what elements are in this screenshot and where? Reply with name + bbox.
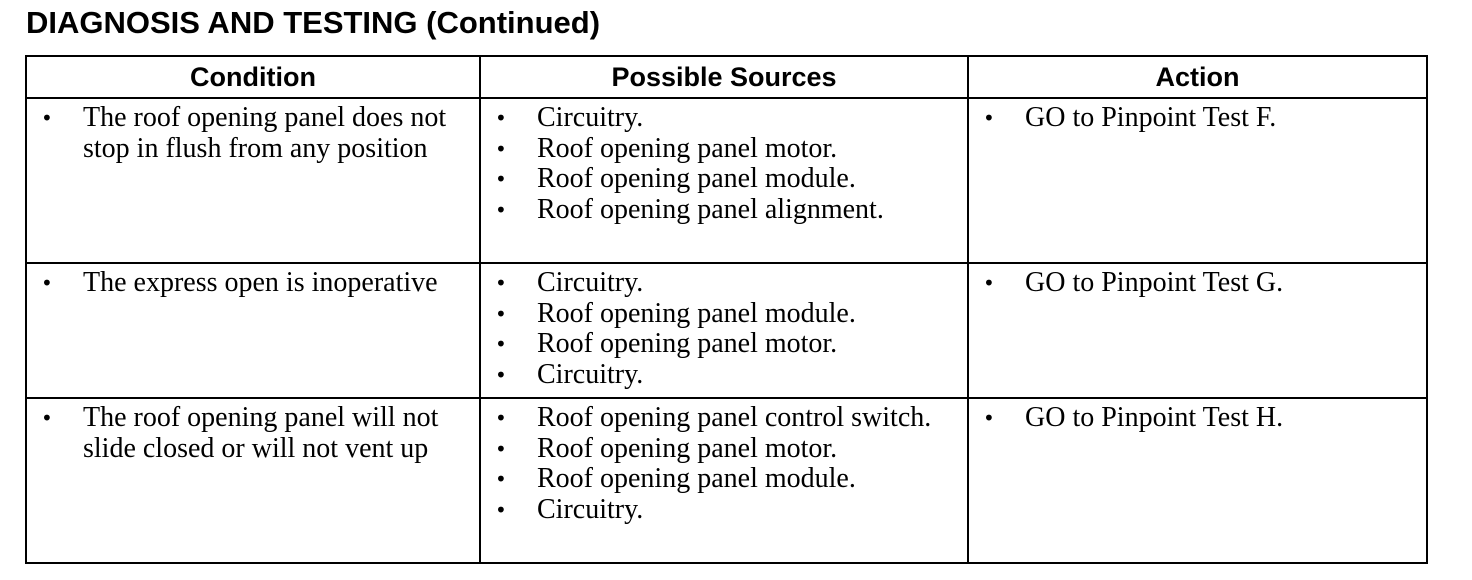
sources-list (481, 268, 967, 390)
action-list (969, 403, 1426, 434)
condition-cell (26, 98, 480, 263)
list-item: • The roof opening panel will not slide closed or will not vent up (27, 403, 479, 464)
list-item: • GO to Pinpoint Test H. (969, 403, 1426, 434)
list-item: • Roof opening panel module. (481, 464, 967, 495)
list-item: • Circuitry. (481, 495, 967, 526)
header-action: Action (968, 56, 1427, 98)
condition-list (27, 268, 479, 299)
list-item: • Roof opening panel module. (481, 164, 967, 195)
table-row (26, 98, 1427, 263)
header-possible-sources: Possible Sources (480, 56, 968, 98)
diagnosis-table (25, 55, 1428, 564)
list-item: • Roof opening panel module. (481, 299, 967, 330)
list-item: • Circuitry. (481, 360, 967, 391)
list-item: • GO to Pinpoint Test F. (969, 103, 1426, 134)
list-item: • Roof opening panel motor. (481, 434, 967, 465)
action-cell (968, 98, 1427, 263)
list-item: • Roof opening panel motor. (481, 134, 967, 165)
list-item: • Circuitry. (481, 268, 967, 299)
list-item: • The roof opening panel does not stop in flush from any position (27, 103, 479, 164)
list-item: • Roof opening panel alignment. (481, 195, 967, 226)
list-item: • GO to Pinpoint Test G. (969, 268, 1426, 299)
condition-list (27, 403, 479, 464)
condition-cell (26, 398, 480, 563)
action-cell (968, 398, 1427, 563)
sources-list (481, 403, 967, 525)
condition-cell (26, 263, 480, 398)
action-list (969, 268, 1426, 299)
sources-cell (480, 398, 968, 563)
table-header-row (26, 56, 1427, 98)
list-item: • Circuitry. (481, 103, 967, 134)
sources-cell (480, 98, 968, 263)
list-item: • Roof opening panel motor. (481, 329, 967, 360)
condition-list (27, 103, 479, 164)
list-item: • The express open is inoperative (27, 268, 479, 299)
list-item: • Roof opening panel control switch. (481, 403, 967, 434)
action-list (969, 103, 1426, 134)
header-condition: Condition (26, 56, 480, 98)
table-row (26, 398, 1427, 563)
table-row (26, 263, 1427, 398)
sources-cell (480, 263, 968, 398)
action-cell (968, 263, 1427, 398)
sources-list (481, 103, 967, 225)
page-title: DIAGNOSIS AND TESTING (Continued) (26, 5, 601, 40)
